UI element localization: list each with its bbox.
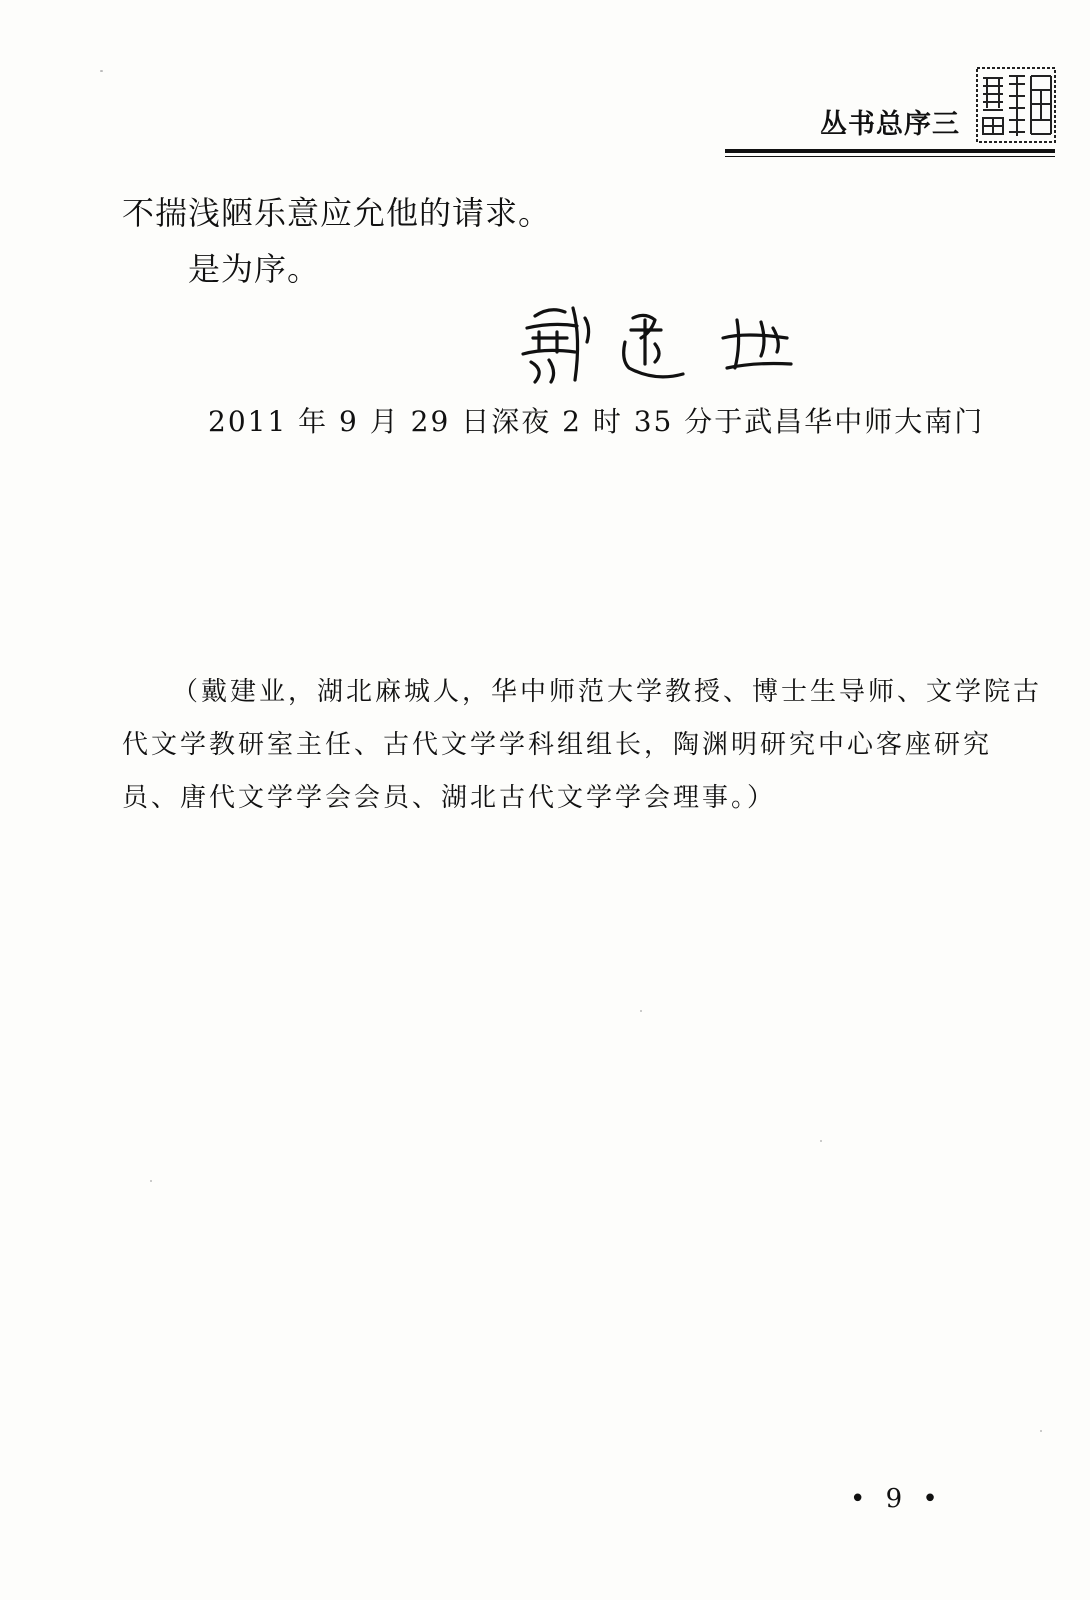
body-line-2: 是为序。 [188,250,321,288]
header-rule [725,149,1055,153]
scan-speck [1040,1430,1042,1432]
author-bio [122,666,1043,825]
body-line-1: 不揣浅陋乐意应允他的请求。 [122,194,552,232]
page-number: • 9 • [850,1484,944,1514]
bio-line: 代文学教研室主任、古代文学学科组组长，陶渊明研究中心客座研究 [122,730,993,760]
scan-speck [640,1010,642,1012]
seal-stamp-icon [975,66,1057,144]
scan-speck [150,1180,152,1182]
scan-speck [100,70,103,72]
running-head-title: 丛书总序三 [820,109,960,140]
bio-line: 员、唐代文学学会会员、湖北古代文学学会理事。） [122,783,777,813]
handwritten-signature [505,298,805,388]
signature-dateline: 2011 年 9 月 29 日深夜 2 时 35 分于武昌华中师大南门 [208,405,985,438]
bio-line: （戴建业，湖北麻城人，华中师范大学教授、博士生导师、文学院古 [172,677,1043,707]
header-rule-thin [725,156,1055,157]
scan-speck [820,1140,822,1142]
